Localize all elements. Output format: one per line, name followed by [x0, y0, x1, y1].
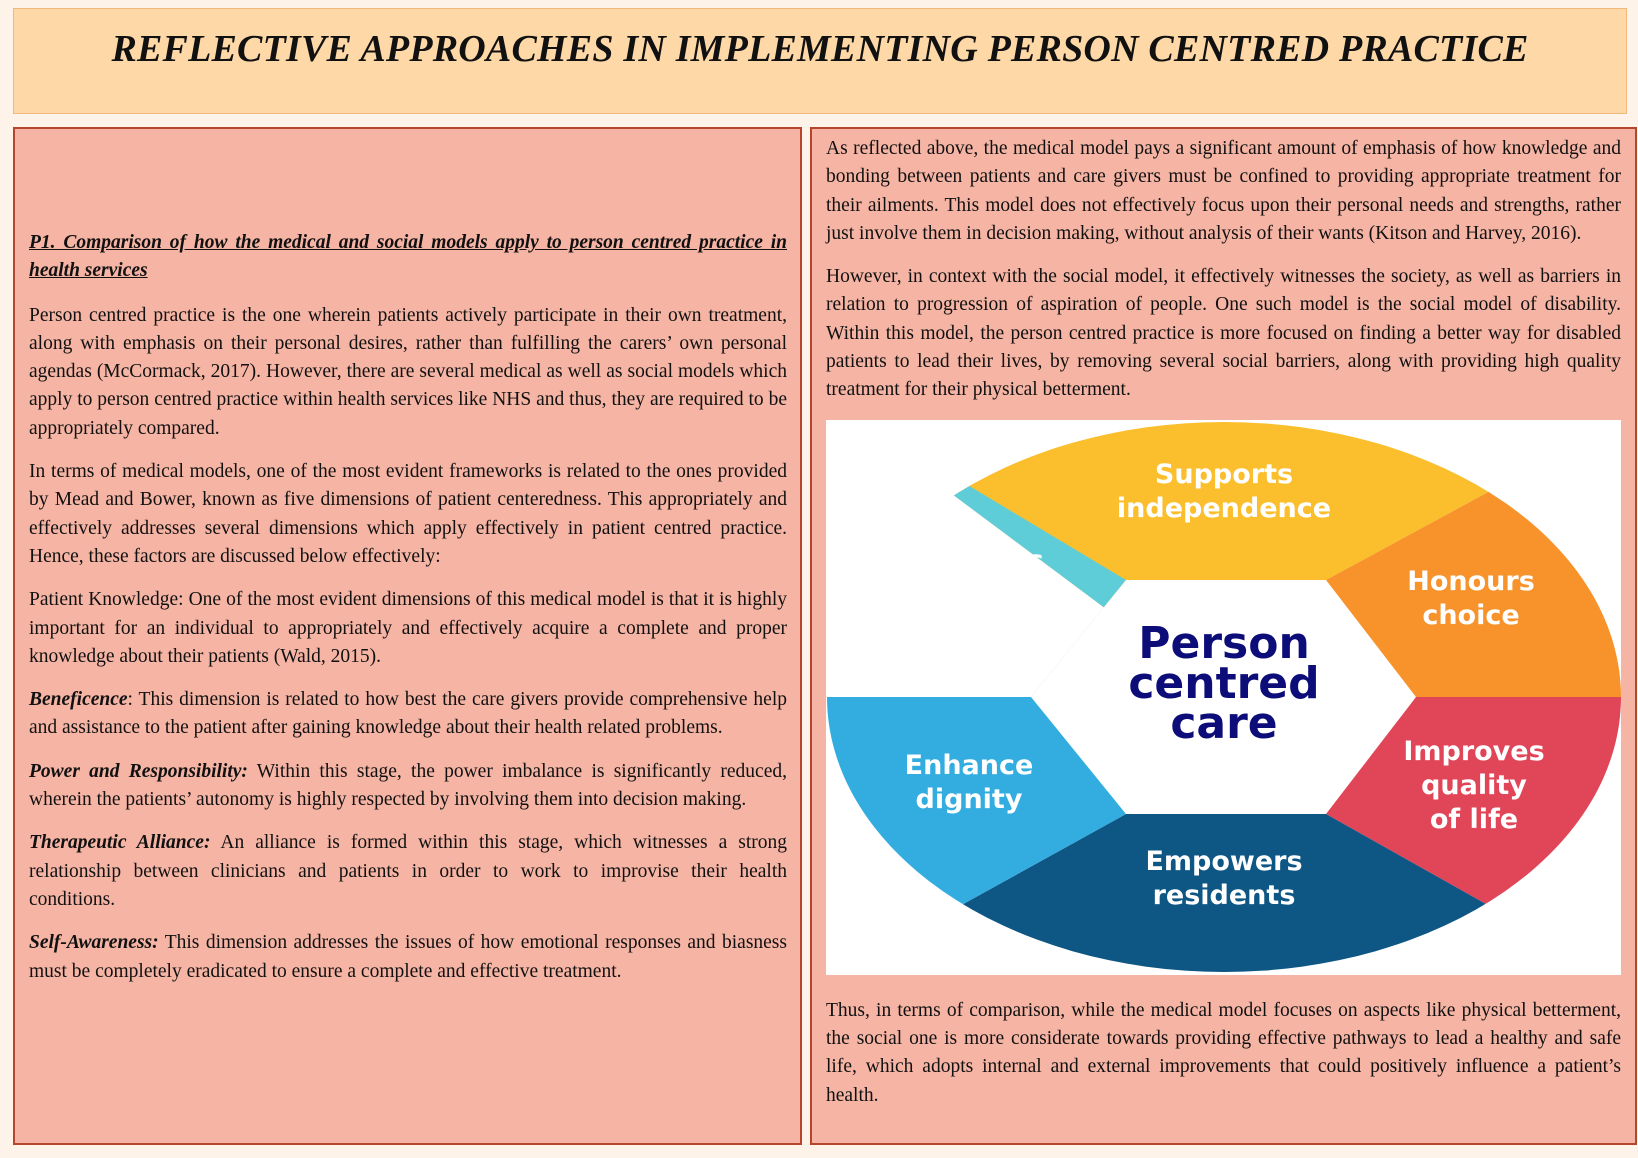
- diagram-svg: [826, 420, 1621, 975]
- paragraph-therapeutic-alliance: [29, 829, 787, 914]
- label-supports-independence: Supports independence: [1116, 458, 1332, 524]
- right-panel-content: [826, 135, 1621, 1125]
- beneficence-text: : This dimension is related to how best the care givers provide comprehensive help and assistance to the patient after gaining knowledge about their health related problems.: [29, 689, 787, 739]
- label-enhance-dignity: Enhance dignity: [904, 749, 1034, 815]
- label-improves-quality: Improves quality of life: [1403, 735, 1545, 835]
- title-banner: [13, 8, 1627, 114]
- center-label-person-centred-care: Person centred care: [1128, 617, 1320, 749]
- term-power-responsibility: Power and Responsibility:: [29, 760, 248, 782]
- paragraph-comparison-conclusion: Thus, in terms of comparison, while the medical model focuses on aspects like physical betterment, the social one is more considerate towards providing effective pathways to lead a healthy and safe life, which adopts internal and external improvements that could positively influence a patient’s health.: [826, 999, 1621, 1106]
- person-centred-care-diagram: [826, 420, 1621, 975]
- paragraph-self-awareness: [29, 929, 787, 986]
- paragraph-medical-models: In terms of medical models, one of the most evident frameworks is related to the ones provided by Mead and Bower, known as five dimensions of patient centeredness. This appropriately and effectively addresses several dimensions which apply effectively in patient centred practice. Hence, these factors are discussed below effectively:: [29, 461, 787, 567]
- section-heading: P1. Comparison of how the medical and social models apply to person centred practice in health services: [29, 232, 787, 282]
- paragraph-beneficence: [29, 686, 787, 743]
- term-self-awareness: Self-Awareness:: [29, 932, 159, 954]
- self-awareness-text: This dimension addresses the issues of how emotional responses and biasness must be completely eradicated to ensure a complete and effective treatment.: [29, 932, 787, 982]
- label-honours-choice: Honours choice: [1407, 565, 1535, 631]
- label-empowers-residents: Empowers residents: [1145, 845, 1303, 911]
- paragraph-intro: Person centred practice is the one wherein patients actively participate in their own treatment, along with emphasis on their personal desires, rather than fulfilling the carers’ own personal agendas (McCormack, 2017). However, there are several medical as well as social models which apply to person centred practice within health services like NHS and thus, they are required to be appropriately compared.: [29, 304, 787, 439]
- term-beneficence: Beneficence: [29, 689, 128, 711]
- label-promotes-wellbeing: Promotes positive well-being: [891, 544, 1051, 644]
- paragraph-patient-knowledge: Patient Knowledge: One of the most evident dimensions of this medical model is that it is highly important for an individual to appropriately and effectively acquire a complete and proper knowledge about their patients (Wald, 2015).: [29, 589, 787, 667]
- left-panel: [13, 127, 802, 1145]
- term-therapeutic-alliance: Therapeutic Alliance:: [29, 832, 211, 854]
- therapeutic-alliance-text: An alliance is formed within this stage, which witnesses a strong relationship between clinicians and patients in order to work to improvise their health conditions.: [29, 832, 787, 910]
- paragraph-medical-model-reflection: As reflected above, the medical model pays a significant amount of emphasis of how knowledge and bonding between patients and care givers must be confined to providing appropriate treatment for their ailments. This model does not effectively focus upon their personal needs and strengths, rather just involve them in decision making, without analysis of their wants (Kitson and Harvey, 2016).: [826, 138, 1621, 244]
- page-title: REFLECTIVE APPROACHES IN IMPLEMENTING PERSON CENTRED PRACTICE: [111, 28, 1529, 70]
- paragraph-power-responsibility: [29, 758, 787, 815]
- right-panel: [810, 127, 1637, 1145]
- left-panel-content: [29, 229, 787, 1001]
- power-responsibility-text: Within this stage, the power imbalance is significantly reduced, wherein the patients’ autonomy is highly respected by involving them into decision making.: [29, 760, 787, 811]
- paragraph-social-model: However, in context with the social model, it effectively witnesses the society, as well as barriers in relation to progression of aspiration of people. One such model is the social model of disability. Within this model, the person centred practice is more focused on finding a better way for disabled patients to lead their lives, by removing several social barriers, along with providing high quality treatment for their physical betterment.: [826, 266, 1621, 401]
